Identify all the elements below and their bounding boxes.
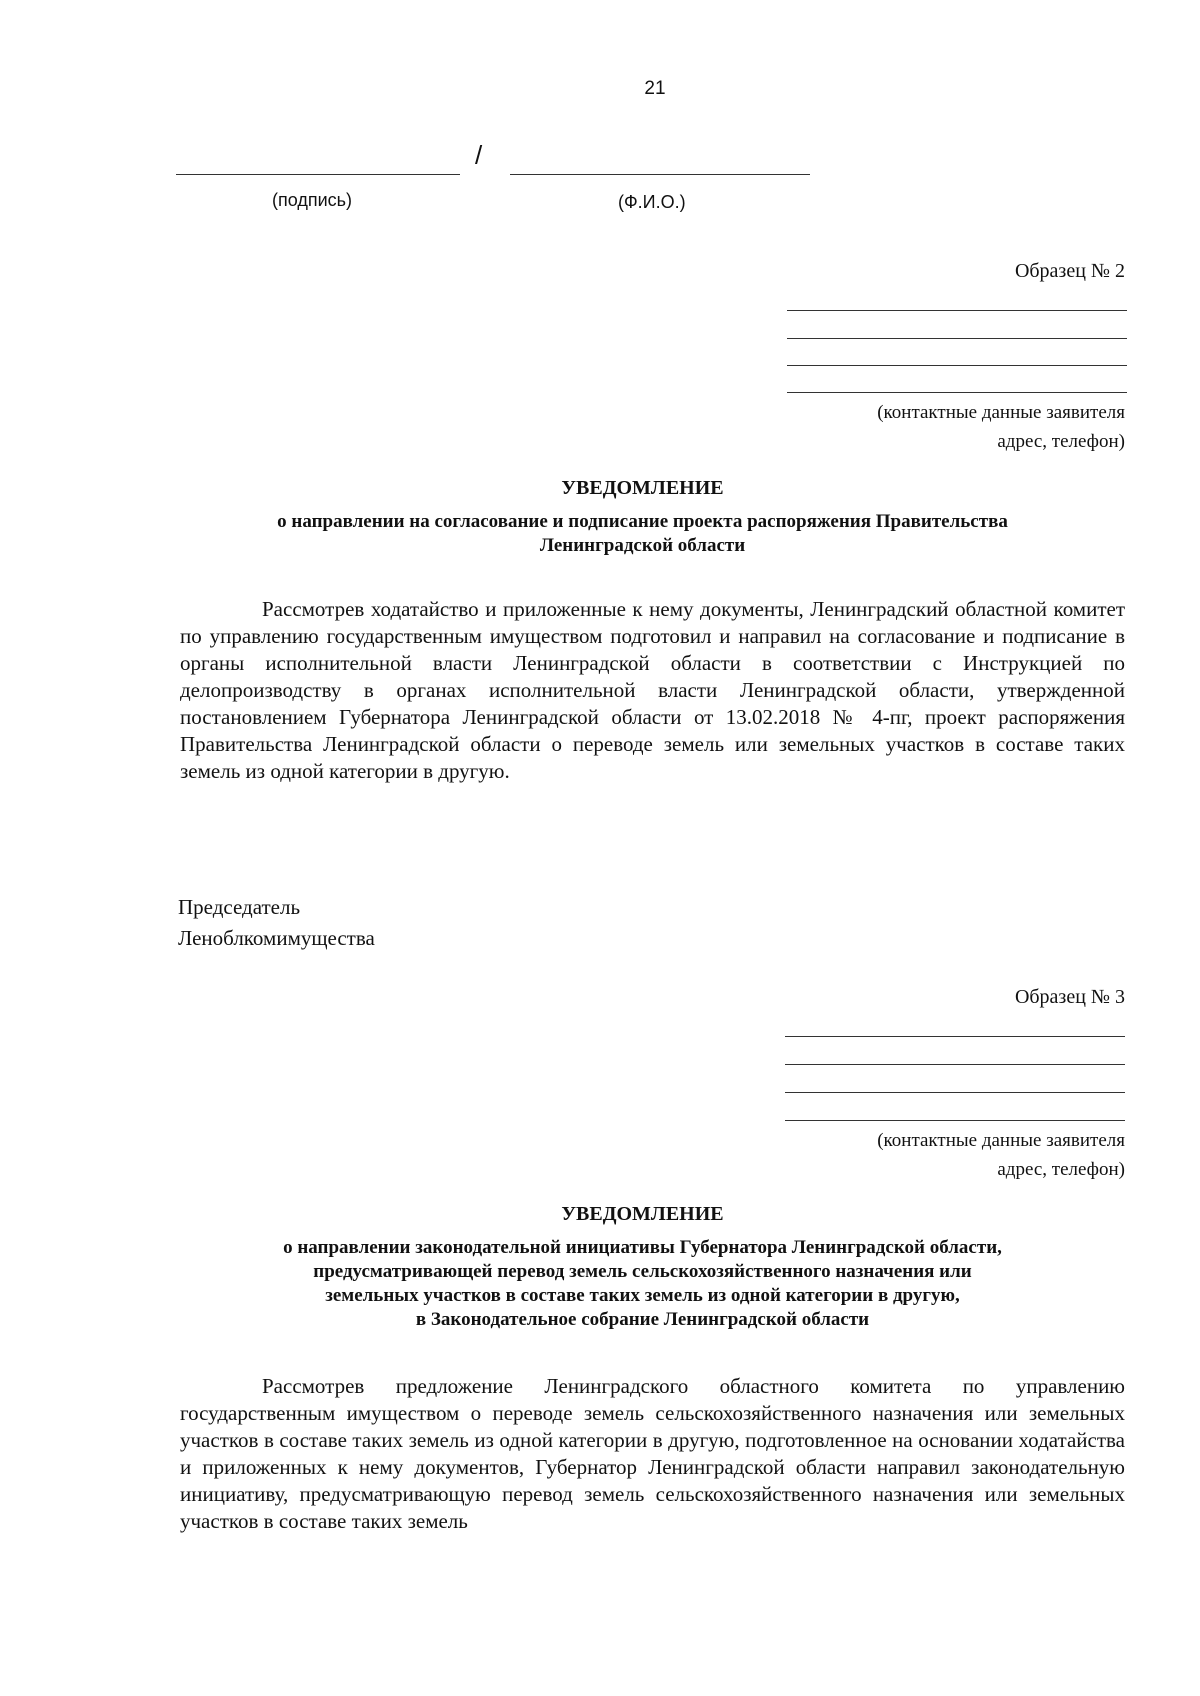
signature-slash: / — [475, 140, 483, 170]
sample-2-label: Образец № 2 — [1014, 260, 1125, 282]
signature-line — [176, 174, 460, 175]
contact-caption-line: адрес, телефон) — [997, 431, 1125, 452]
subtitle-line: земельных участков в составе таких земель из одной категории в другую, — [325, 1285, 960, 1306]
page-number: 21 — [644, 78, 666, 99]
contact-line — [787, 338, 1127, 339]
contact-line — [785, 1064, 1125, 1065]
sample-2-subtitle — [160, 510, 1125, 558]
sample-3-title: УВЕДОМЛЕНИЕ — [561, 1203, 724, 1225]
sample-3-body — [180, 1373, 1125, 1535]
signer-title: Председатель — [178, 895, 301, 919]
name-line — [510, 174, 810, 175]
sample-2-title: УВЕДОМЛЕНИЕ — [561, 477, 724, 499]
contact-line — [787, 392, 1127, 393]
sample-3-label: Образец № 3 — [1014, 986, 1125, 1008]
contact-line — [785, 1092, 1125, 1093]
name-caption: (Ф.И.О.) — [618, 192, 686, 212]
signature-caption: (подпись) — [272, 190, 353, 210]
sample-3-subtitle — [160, 1236, 1125, 1332]
signer-organization: Леноблкомимущества — [178, 926, 375, 950]
subtitle-line: о направлении на согласование и подписание проекта распоряжения Правительства — [277, 511, 1008, 532]
subtitle-line: о направлении законодательной инициативы Губернатора Ленинградской области, — [283, 1237, 1002, 1258]
contact-caption-line: (контактные данные заявителя — [877, 1130, 1125, 1151]
sample-2-body-text: Рассмотрев ходатайство и приложенные к нему документы, Ленинградский областной комитет по управлению государственным имуществом подготовил и направил на согласование и подписание в органы исполнительной власти Ленинградской области в соответствии с Инструкцией по делопроизводству в органах исполнительной власти Ленинградской области, утвержденной постановлением Губернатора Ленинградской области от 13.02.2018 № 4-пг, проект распоряжения Правительства Ленинградской области о переводе земель или земельных участков в составе таких земель из одной категории в другую. — [180, 597, 1125, 783]
subtitle-line: предусматривающей перевод земель сельскохозяйственного назначения или — [313, 1261, 972, 1282]
sample-2-signer — [178, 892, 375, 954]
subtitle-line: Ленинградской области — [539, 535, 746, 556]
contact-line — [787, 310, 1127, 311]
sample-2-body — [180, 596, 1125, 785]
sample-2-contact-caption — [877, 398, 1125, 456]
contact-caption-line: (контактные данные заявителя — [877, 402, 1125, 423]
contact-caption-line: адрес, телефон) — [997, 1159, 1125, 1180]
sample-3-contact-caption — [877, 1126, 1125, 1184]
contact-line — [785, 1036, 1125, 1037]
contact-line — [787, 365, 1127, 366]
sample-3-body-text: Рассмотрев предложение Ленинградского областного комитета по управлению государственным имуществом о переводе земель сельскохозяйственного назначения или земельных участков в составе таких земель из одной категории в другую, подготовленное на основании ходатайства и приложенных к нему документов, Губернатор Ленинградской области направил законодательную инициативу, предусматривающую перевод земель сельскохозяйственного назначения или земельных участков в составе таких земель — [180, 1374, 1125, 1533]
contact-line — [785, 1120, 1125, 1121]
subtitle-line: в Законодательное собрание Ленинградской области — [415, 1309, 870, 1330]
